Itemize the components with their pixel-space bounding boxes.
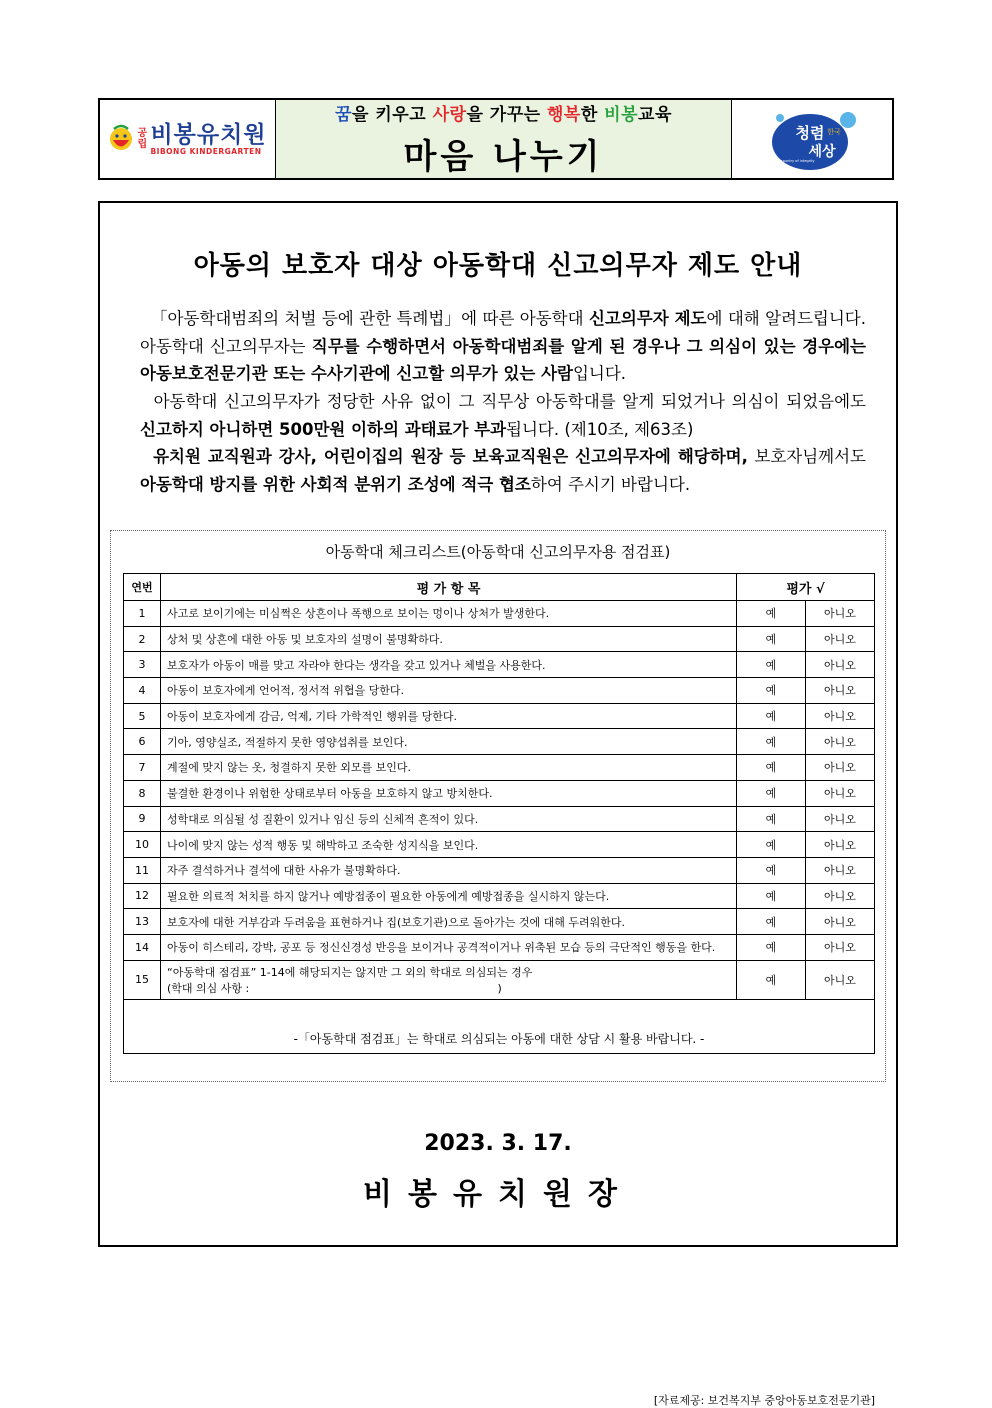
signer: 비봉유치원장	[363, 1177, 633, 1212]
header-no: 연번	[124, 574, 161, 601]
header-eval: 평가 √	[737, 574, 875, 601]
integrity-small-text: Korea, a country of integrity	[765, 159, 815, 163]
notice-box	[98, 201, 898, 1407]
paragraph-3	[140, 443, 866, 498]
no-option: 아니오	[806, 806, 875, 832]
paragraph-2	[140, 388, 866, 443]
no-option: 아니오	[806, 729, 875, 755]
row-number: 6	[124, 729, 161, 755]
integrity-logo	[732, 100, 892, 178]
row-item: 성학대로 의심될 성 질환이 있거나 임신 등의 신체적 흔적이 있다.	[161, 806, 737, 832]
row-item: 필요한 의료적 처치를 하지 않거나 예방접종이 필요한 아동에게 예방접종을 실시하지 않는다.	[161, 883, 737, 909]
row-number: 7	[124, 755, 161, 781]
newsletter-title: 마음 나누기	[403, 137, 604, 177]
note-row	[124, 999, 875, 1053]
logo-public-label: 공립	[137, 128, 148, 150]
table-row	[124, 755, 875, 781]
text-run: 신고하지 아니하면 500만원 이하의 과태료가 부과	[140, 419, 507, 439]
row-item: 계절에 맞지 않는 옷, 청결하지 못한 외모를 보인다.	[161, 755, 737, 781]
header-title-cell	[276, 100, 732, 178]
no-option: 아니오	[806, 857, 875, 883]
row-number: 2	[124, 626, 161, 652]
table-row	[124, 857, 875, 883]
yes-option: 예	[737, 960, 806, 999]
table-row	[124, 832, 875, 858]
row-number: 13	[124, 909, 161, 935]
slogan-part: 을 가꾸는	[466, 105, 547, 125]
text-run: 입니다.	[572, 364, 627, 383]
integrity-text-1: 청렴	[795, 124, 825, 142]
row-number: 14	[124, 934, 161, 960]
slogan-part: 비봉	[604, 105, 639, 125]
table-row	[124, 703, 875, 729]
text-run: 하여 주시기 바랍니다.	[530, 474, 691, 494]
row-number: 3	[124, 652, 161, 678]
yes-option: 예	[737, 678, 806, 704]
row-number: 15	[124, 960, 161, 999]
row-number: 8	[124, 780, 161, 806]
row-item-15	[161, 960, 737, 999]
no-option: 아니오	[806, 755, 875, 781]
checklist-title: 아동학대 체크리스트(아동학대 신고의무자용 점검표)	[325, 543, 671, 561]
source-credit: [자료제공: 보건복지부 중앙아동보호전문기관]	[653, 1394, 875, 1407]
smile-logo-icon	[108, 123, 134, 155]
header-banner	[98, 98, 894, 180]
yes-option: 예	[737, 806, 806, 832]
row-number: 9	[124, 806, 161, 832]
kindergarten-logo	[100, 100, 276, 178]
no-option: 아니오	[806, 883, 875, 909]
slogan-part: 꿈	[335, 105, 353, 125]
row-number: 10	[124, 832, 161, 858]
logo-korean-name: 비봉유치원	[150, 121, 267, 148]
no-option: 아니오	[806, 678, 875, 704]
slogan-part: 행복	[546, 105, 581, 125]
yes-option: 예	[737, 909, 806, 935]
row-item: 아동이 히스테리, 강박, 공포 등 정신신경성 반응을 보이거나 공격적이거나 위축된 모습 등의 극단적인 행동을 한다.	[161, 934, 737, 960]
yes-option: 예	[737, 883, 806, 909]
yes-option: 예	[737, 934, 806, 960]
row15-line2: (학대 의심 사항 : )	[167, 981, 502, 995]
row-item: 나이에 맞지 않는 성적 행동 및 해박하고 조숙한 성지식을 보인다.	[161, 832, 737, 858]
table-row	[124, 780, 875, 806]
yes-option: 예	[737, 703, 806, 729]
text-run: 아동학대 신고의무자가 정당한 사유 없이 그 직무상 아동학대를 알게 되었거나 의심이 되었음에도	[153, 392, 866, 411]
text-run: 됩니다. (제10조, 제63조)	[506, 419, 694, 439]
row-item: 보호자가 아동이 매를 맞고 자라야 한다는 생각을 갖고 있거나 체벌을 사용한다.	[161, 652, 737, 678]
table-header-row	[124, 574, 875, 601]
row-item: 사고로 보이기에는 미심쩍은 상흔이나 폭행으로 보이는 멍이나 상처가 발생한다.	[161, 601, 737, 627]
no-option: 아니오	[806, 626, 875, 652]
table-row	[124, 909, 875, 935]
yes-option: 예	[737, 729, 806, 755]
yes-option: 예	[737, 652, 806, 678]
text-run: 「아동학대범죄의 처벌 등에 관한 특례법」에 따른 아동학대	[150, 309, 589, 328]
row-item: 상처 및 상흔에 대한 아동 및 보호자의 설명이 불명확하다.	[161, 626, 737, 652]
row-number: 12	[124, 883, 161, 909]
slogan-part: 사랑	[432, 105, 467, 125]
yes-option: 예	[737, 601, 806, 627]
row-number: 11	[124, 857, 161, 883]
notice-title: 아동의 보호자 대상 아동학대 신고의무자 제도 안내	[193, 251, 803, 281]
no-option: 아니오	[806, 909, 875, 935]
yes-option: 예	[737, 832, 806, 858]
text-run: 신고의무자 제도	[588, 309, 707, 328]
table-row	[124, 601, 875, 627]
slogan-part: 한	[580, 105, 605, 125]
no-option: 아니오	[806, 960, 875, 999]
paragraph-1	[140, 305, 866, 388]
table-row	[124, 678, 875, 704]
table-row	[124, 729, 875, 755]
row-number: 4	[124, 678, 161, 704]
issue-date: 2023. 3. 17.	[424, 1131, 572, 1156]
no-option: 아니오	[806, 601, 875, 627]
table-row	[124, 960, 875, 999]
integrity-badge: 한국	[827, 128, 841, 136]
yes-option: 예	[737, 857, 806, 883]
text-run: 에 대해 알려드립니다. 아동학대 신고의무자는	[140, 309, 866, 356]
table-row	[124, 883, 875, 909]
checklist-table	[123, 573, 875, 1054]
table-row	[124, 626, 875, 652]
yes-option: 예	[737, 755, 806, 781]
checklist-note: -「아동학대 점검표」는 학대로 의심되는 아동에 대한 상담 시 활용 바랍니다. -	[124, 999, 875, 1053]
table-row	[124, 934, 875, 960]
text-run: 아동학대 방지를 위한 사회적 분위기 조성에 적극 협조	[140, 474, 531, 494]
integrity-emblem-icon	[760, 104, 864, 174]
row-number: 1	[124, 601, 161, 627]
slogan-part: 교육	[638, 105, 672, 125]
no-option: 아니오	[806, 652, 875, 678]
table-row	[124, 652, 875, 678]
no-option: 아니오	[806, 934, 875, 960]
slogan-part: 을 키우고	[352, 105, 433, 125]
row-number: 5	[124, 703, 161, 729]
no-option: 아니오	[806, 703, 875, 729]
row-item: 불결한 환경이나 위험한 상태로부터 아동을 보호하지 않고 방치한다.	[161, 780, 737, 806]
text-run: 보호자님께서도	[747, 447, 866, 466]
row-item: 기아, 영양실조, 적절하지 못한 영양섭취를 보인다.	[161, 729, 737, 755]
table-row	[124, 806, 875, 832]
header-item: 평 가 항 목	[161, 574, 737, 601]
row15-line1: “아동학대 점검표” 1-14에 해당되지는 않지만 그 외의 학대로 의심되는 경우	[167, 965, 533, 979]
no-option: 아니오	[806, 780, 875, 806]
yes-option: 예	[737, 626, 806, 652]
integrity-text-2: 세상	[808, 144, 836, 160]
row-item: 아동이 보호자에게 언어적, 정서적 위협을 당한다.	[161, 678, 737, 704]
text-run: 직무를 수행하면서 아동학대범죄를 알게 된 경우나 그 의심이 있는 경우에는 아동보호전문기관 또는 수사기관에 신고할 의무가 있는 사람	[140, 336, 866, 383]
row-item: 보호자에 대한 거부감과 두려움을 표현하거나 집(보호기관)으로 돌아가는 것에 대해 두려워한다.	[161, 909, 737, 935]
text-run: 유치원 교직원과 강사, 어린이집의 원장 등 보육교직원은 신고의무자에 해당하며,	[153, 447, 748, 466]
no-option: 아니오	[806, 832, 875, 858]
yes-option: 예	[737, 780, 806, 806]
slogan	[335, 100, 672, 125]
row-item: 아동이 보호자에게 감금, 억제, 기타 가학적인 행위를 당한다.	[161, 703, 737, 729]
logo-english-name: BIBONG KINDERGARTEN	[150, 146, 262, 156]
row-item: 자주 결석하거나 결석에 대한 사유가 불명확하다.	[161, 857, 737, 883]
